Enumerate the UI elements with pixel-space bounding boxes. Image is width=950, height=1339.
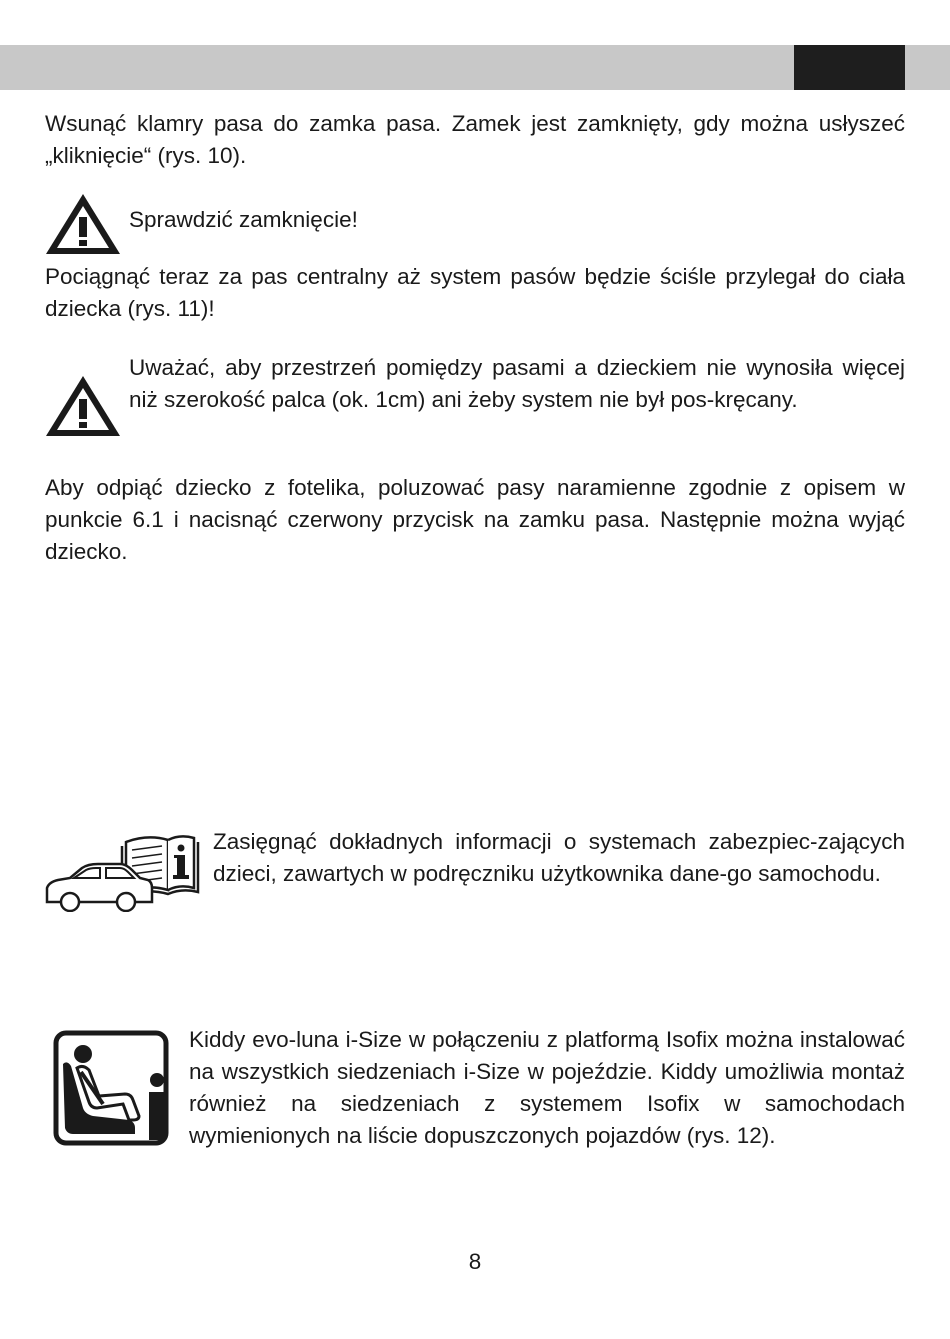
warning-gap-text: Uważać, aby przestrzeń pomiędzy pasami a dzieckiem nie wynosiła więcej niż szerokość palca (ok. 1cm) ani żeby system nie był pos-kręcany. bbox=[129, 355, 905, 412]
vehicle-info-text: Zasięgnąć dokładnych informacji o systemach zabezpiec-zających dzieci, zawartych w podręczniku użytkownika dane-go samochodu. bbox=[213, 829, 905, 886]
car-manual-info-icon bbox=[44, 834, 200, 912]
paragraph-release: Aby odpiąć dziecko z fotelika, poluzować pasy naramienne zgodnie z opisem w punkcie 6.1 i nacisnąć czerwony przycisk na zamku pasa. Następnie można wyjąć dziecko. bbox=[45, 475, 905, 564]
warning-triangle-icon bbox=[44, 374, 122, 438]
warning-check-text: Sprawdzić zamknięcie! bbox=[129, 207, 358, 232]
paragraph-pull: Pociągnąć teraz za pas centralny aż system pasów będzie ściśle przylegał do ciała dziecka (rys. 11)! bbox=[45, 264, 905, 321]
paragraph-buckle: Wsunąć klamry pasa do zamka pasa. Zamek jest zamknięty, gdy można usłyszeć „kliknięcie“ (rys. 10). bbox=[45, 111, 905, 168]
header-tab-block bbox=[794, 45, 905, 90]
isofix-text: Kiddy evo-luna i-Size w połączeniu z platformą Isofix można instalować na wszystkich siedzeniach i-Size w pojeździe. Kiddy umożliwia montaż również na siedzeniach z systemem Isofix w samochodach wymienionych na liście dopuszczonych pojazdów (rys. 12). bbox=[189, 1027, 905, 1148]
child-seat-info-icon bbox=[53, 1030, 171, 1148]
page-number: 8 bbox=[468, 1249, 482, 1274]
warning-triangle-icon bbox=[44, 192, 122, 256]
